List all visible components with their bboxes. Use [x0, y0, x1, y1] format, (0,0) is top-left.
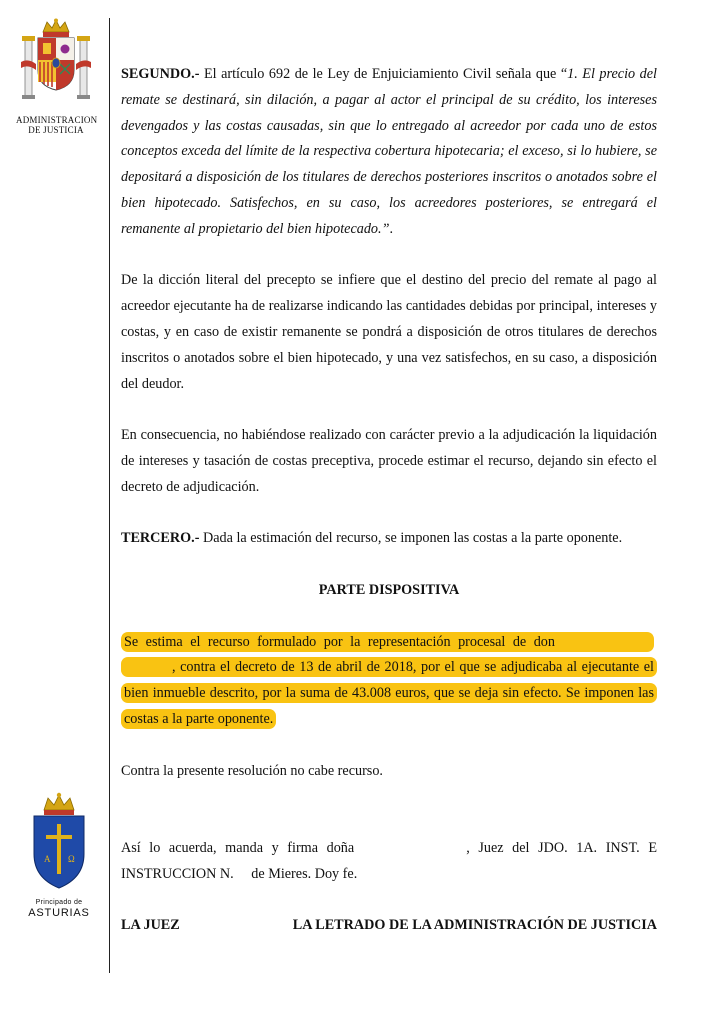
asturias-caption-line1: Principado de — [35, 899, 83, 906]
paragraph-dispositiva — [121, 630, 657, 733]
administracion-justicia-logo — [16, 18, 96, 135]
acuerda-part2: , Juez del JDO. 1A. INST. E INSTRUCCION N. — [121, 839, 657, 882]
segundo-end: . — [389, 220, 394, 237]
svg-text:A: A — [44, 854, 51, 864]
admin-caption-line2: DE JUSTICIA — [28, 125, 84, 135]
segundo-heading: SEGUNDO.- — [121, 66, 200, 82]
dispositiva-part1: Se estima el recurso formulado por la representación procesal de don — [124, 633, 555, 650]
parte-dispositiva-heading: PARTE DISPOSITIVA — [318, 581, 460, 598]
signature-letrado: LA LETRADO DE LA ADMINISTRACIÓN DE JUSTICIA — [292, 917, 657, 934]
paragraph-tercero — [121, 526, 657, 552]
svg-text:Ω: Ω — [68, 854, 75, 864]
segundo-quote: 1. El precio del remate se destinará, sin dilación, a pagar al actor el principal de su crédito, los intereses devengados y las costas causadas, sin que lo entregado al acreedor por cada uno de estos conceptos exceda del límite de la respectiva cobertura hipotecaria; el exceso, si lo hubiere, se depositará a disposición de los titulares de derechos posteriores inscritos o anotados sobre el bien hipotecado. Satisfechos, en su caso, los acreedores posteriores, se entregará el remanente al propietario del bien hipotecado.” — [121, 66, 657, 237]
asturias-caption — [24, 897, 94, 919]
paragraph-consecuencia: En consecuencia, no habiéndose realizado con carácter previo a la adjudicación la liquidación de intereses y tasación de costas preceptiva, procede estimar el recurso, dejando sin efecto el decreto de adjudicación. — [121, 427, 657, 495]
asturias-shield-icon — [24, 792, 94, 892]
highlighted-ruling — [121, 632, 657, 729]
margin-rule — [109, 18, 110, 973]
paragraph-segundo — [121, 62, 657, 243]
paragraph-diccion: De la dicción literal del precepto se infiere que el destino del precio del remate al pago al acreedor ejecutante ha de realizarse indicando las cantidades debidas por principal, intereses y costas, y en caso de existir remanente se pondrá a disposición de otros titulares de derechos inscritos o anotados sobre el bien hipotecado, y una vez satisfechos, en su caso, a disposición del deudor. — [121, 272, 657, 392]
signature-juez: LA JUEZ — [121, 917, 180, 934]
asturias-caption-line2: ASTURIAS — [28, 907, 90, 919]
paragraph-recurso: Contra la presente resolución no cabe recurso. — [121, 762, 383, 779]
dispositiva-part2: , contra el decreto de 13 de abril de 2018, por el que se adjudicaba al ejecutante el bien inmueble descrito, por la suma de 43.008 euros, que se deja sin efecto. Se imponen las costas a la parte oponente. — [124, 659, 654, 727]
document-body — [121, 62, 657, 939]
paragraph-acuerda — [121, 836, 657, 888]
coat-of-arms-icon — [16, 18, 96, 110]
principado-asturias-logo — [24, 792, 94, 919]
acuerda-part1: Así lo acuerda, manda y firma doña — [121, 839, 355, 856]
admin-justicia-caption — [16, 115, 96, 135]
admin-caption-line1: ADMINISTRACION — [16, 115, 98, 125]
tercero-text: Dada la estimación del recurso, se imponen las costas a la parte oponente. — [199, 530, 623, 547]
acuerda-part3: de Mieres. Doy fe. — [247, 865, 358, 882]
tercero-heading: TERCERO.- — [121, 530, 200, 547]
signature-row — [121, 913, 657, 939]
segundo-intro: El artículo 692 de le Ley de Enjuiciamiento Civil señala que “ — [199, 66, 568, 82]
